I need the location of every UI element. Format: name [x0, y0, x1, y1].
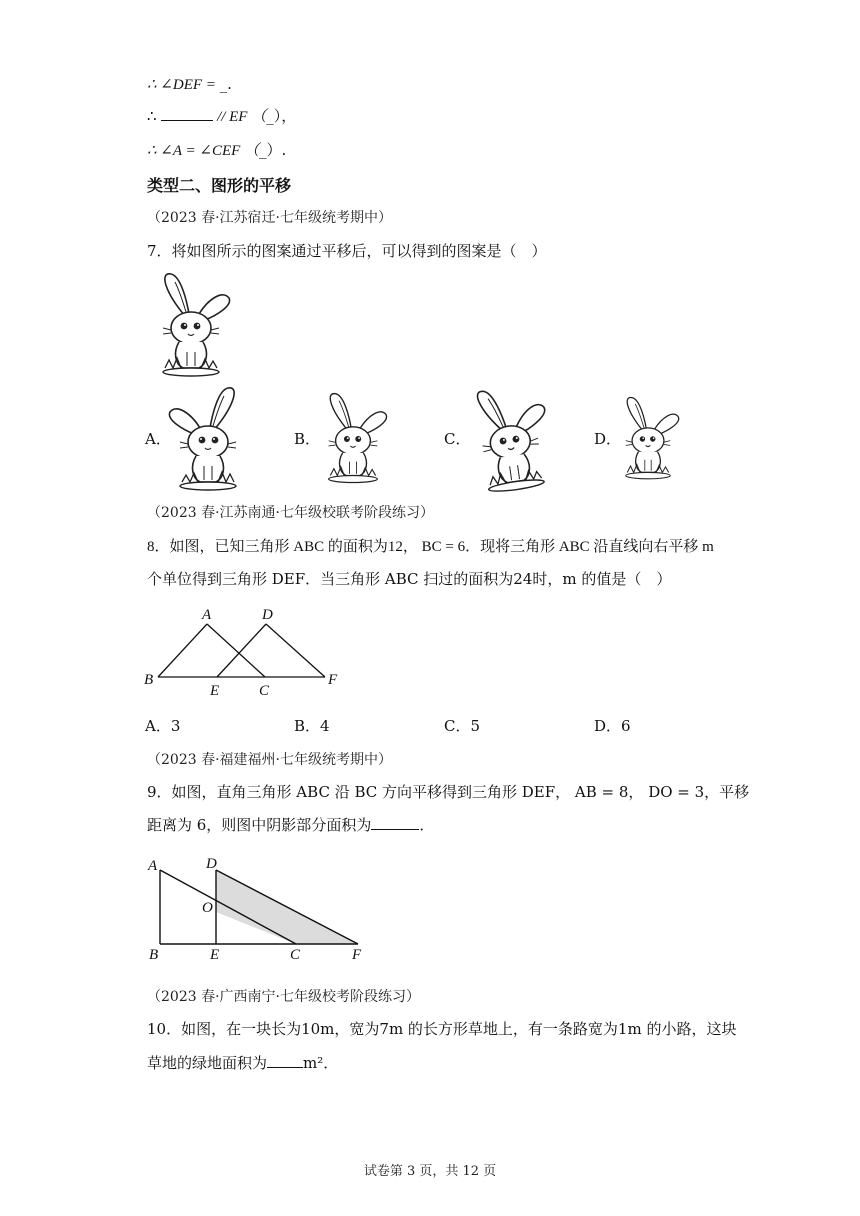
q7-option-c-label[interactable]: C． [444, 430, 471, 448]
q8-option-d[interactable]: D．6 [594, 717, 631, 735]
q7-option-d-label[interactable]: D． [594, 430, 622, 448]
q7-option-b-label[interactable]: B． [294, 430, 321, 448]
proof-line-1 [147, 74, 232, 95]
q9-line2 [147, 815, 434, 835]
q8-line2 [147, 569, 671, 589]
section-heading: 类型二、图形的平移 [147, 176, 292, 195]
label-d: D [262, 607, 273, 623]
q8-option-c[interactable]: C．5 [444, 717, 481, 735]
q10-text: m²． [303, 1054, 339, 1072]
q8-source: （2023 春·江苏南通·七年级校联考阶段练习） [147, 505, 434, 521]
label-d: D [206, 856, 217, 872]
label-o: O [202, 900, 213, 916]
proof-text: . [227, 75, 232, 93]
answer-blank[interactable]: _ [219, 75, 228, 93]
label-b: B [149, 947, 159, 963]
q7-option-b-rabbit[interactable] [318, 392, 388, 486]
q10-line2 [147, 1053, 338, 1073]
label-a: A [202, 607, 212, 623]
proof-text: ∴ [147, 107, 162, 125]
q9-figure [140, 852, 370, 962]
proof-text: ）. [266, 141, 287, 159]
q8-text: 8．如图，已知三角形 ABC 的面积为12， BC = 6．现将三角形 ABC 沿直线向右平移 m [147, 539, 714, 555]
q7-rabbit-original [151, 272, 231, 380]
label-c: C [290, 947, 301, 963]
proof-text: ）， [273, 107, 297, 125]
answer-blank[interactable]: _ [266, 107, 274, 125]
q9-source: （2023 春·福建福州·七年级统考期中） [147, 752, 392, 768]
answer-blank[interactable] [267, 1067, 303, 1068]
q7-option-d-rabbit[interactable] [616, 396, 680, 482]
q7-text: 7．将如图所示的图案通过平移后，可以得到的图案是（ ） [147, 242, 547, 260]
q10-source: （2023 春·广西南宁·七年级校考阶段练习） [147, 989, 420, 1005]
q7-option-a-rabbit[interactable] [168, 386, 248, 494]
proof-text: // EF （ [213, 109, 267, 125]
label-f: F [328, 672, 338, 688]
proof-text: ∴ ∠A = ∠CEF （ [147, 143, 260, 159]
q8-option-b[interactable]: B．4 [294, 717, 330, 735]
label-e: E [210, 947, 220, 963]
q7-option-c-rabbit[interactable] [470, 386, 550, 494]
q9-text: ． [419, 816, 435, 834]
label-a: A [148, 858, 158, 874]
answer-blank[interactable] [371, 829, 419, 830]
q9-line1: 9．如图，直角三角形 ABC 沿 BC 方向平移得到三角形 DEF， AB = 8， DO = 3，平移 [147, 783, 750, 801]
proof-line-2 [147, 106, 296, 127]
q10-text: 草地的绿地面积为 [147, 1054, 268, 1072]
q7-option-a-label[interactable]: A． [145, 430, 171, 448]
page-footer: 试卷第 3 页，共 12 页 [363, 1164, 497, 1179]
answer-blank[interactable] [161, 120, 213, 121]
label-b: B [144, 672, 154, 688]
label-c: C [259, 683, 270, 699]
q10-line1: 10．如图，在一块长为10m，宽为7m 的长方形草地上，有一条路宽为1m 的小路，这块 [147, 1020, 737, 1038]
q8-line1 [147, 536, 714, 557]
q9-text: 距离为 6，则图中阴影部分面积为 [147, 816, 372, 834]
proof-text: ∴ ∠DEF = [147, 77, 220, 93]
answer-blank[interactable]: _ [259, 141, 267, 159]
q8-text: 个单位得到三角形 DEF．当三角形 ABC 扫过的面积为24时，m 的值是（ ） [147, 570, 672, 588]
label-e: E [210, 683, 220, 699]
q7-source: （2023 春·江苏宿迁·七年级统考期中） [147, 210, 392, 226]
q8-figure [140, 602, 350, 702]
label-f: F [352, 947, 362, 963]
proof-line-3 [147, 140, 286, 161]
q8-option-a[interactable]: A．3 [145, 717, 181, 735]
